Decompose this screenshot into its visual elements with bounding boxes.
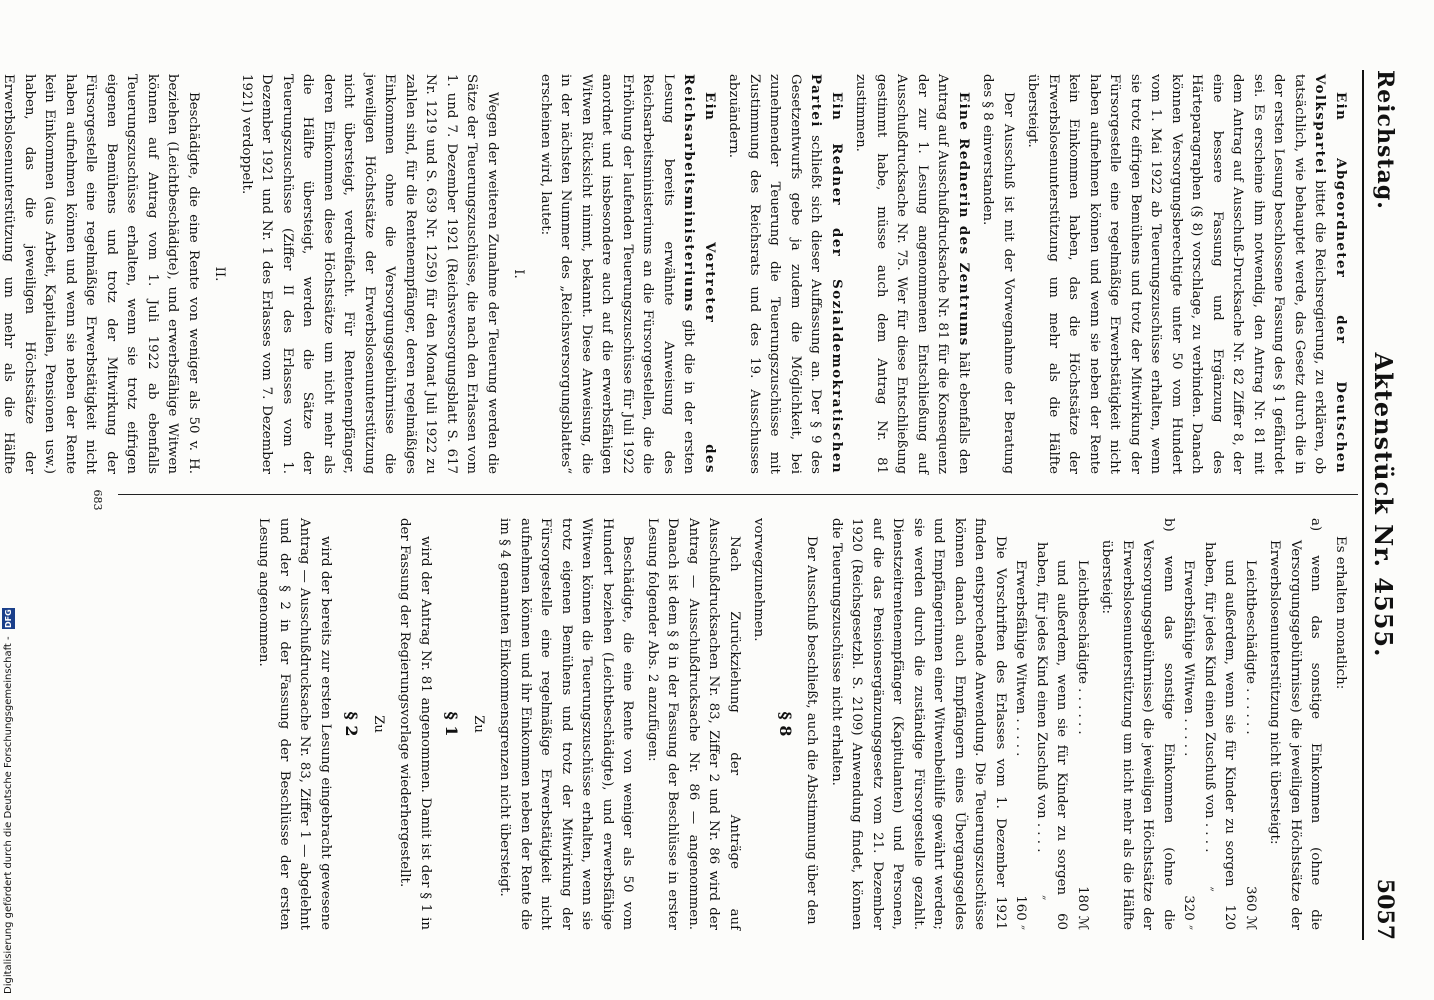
rate-value: 120 ״: [1202, 886, 1238, 930]
rate-label: Leichtbeschädigte . . . . . .: [1243, 560, 1258, 735]
roman-heading-1: I.: [511, 269, 527, 279]
page-header: [1370, 70, 1398, 940]
paragraph-section-2: Beschädigte, die eine Rente von weniger als 50 v. H. beziehen (Leichtbeschädigte), und erwerbsfähige Witwen können auf Antrag vom 1. Juli 1922 ab ebenfalls Teuerungszuschüsse erhalten, wenn sie trotz eifrigen eigenen Bemühens und trotz der Mitwirkung der Fürsorgestelle eine regelmäßige Erwerbstätigkeit nicht haben aufnehmen können und wenn sie neben der Rente kein Einkommen (aus Arbeit, Kapitalien, Pensionen usw.) haben, das die jeweiligen Höchstsätze der Erwerbslosenunterstützung um mehr als die Hälfte: [1, 74, 201, 474]
paragraph-dvp: [1022, 74, 1350, 474]
paragraph-vorschriften: Die Vorschriften des Erlasses vom 1. Dezember 1921 finden entsprechende Anwendung. Die Teuerungszuschüsse können danach auch Empfängern eines Übergangsgeldes und Empfängerinnen einer Witwenbeihilfe gewährt werden; sie werden durch die zuständige Fürsorgestelle gezahlt. Dienstzeitrentenempfänger (Kapitulanten) und Personen, auf die das Pensionsergänzungsgesetz vom 21. Dezember 1920 (Reichsgesetzbl. S. 2109) Anwendung findet, können die Teuerungszuschüsse nicht erhalten.: [829, 518, 1008, 930]
item-b: [1096, 518, 1178, 930]
rate-value: 60 ״: [1034, 895, 1070, 930]
item-a-label: a): [1308, 518, 1324, 532]
rate-row: [1178, 518, 1199, 930]
left-column: [0, 74, 1350, 474]
rate-row: [1010, 518, 1031, 930]
intro-line: Es erhalten monatlich:: [1333, 536, 1348, 690]
speaker-spd: Ein Redner der Sozialdemokratischen Partei: [808, 74, 844, 474]
rate-value: 160 ״: [1013, 895, 1029, 930]
digitization-credit: [2, 604, 16, 994]
rate-value: 180 ℳ: [1075, 886, 1090, 930]
rate-row: [1240, 518, 1261, 930]
column-divider: [118, 494, 1358, 495]
header-rule: [1362, 70, 1364, 940]
header-section-title: Reichstag.: [1372, 70, 1398, 210]
paragraph-section-1: Wegen der weiteren Zunahme der Teuerung werden die Sätze der Teuerungszuschüsse, die nach den Erlassen vom 1. und 7. Dezember 1921 (Reichsversorgungsblatt S. 617 Nr. 1219 und S. 639 Nr. 1259) für den Monat Juli 1922 zu zahlen sind, für die Rentenempfänger, deren regelmäßiges Einkommen ohne die Versorgungsgebührnisse die jeweiligen Höchstsätze der Erwerbslosenunterstützung nicht übersteigt, verdreifacht. Für Rentenempfänger, deren Einkommen diese Höchstsätze um nicht mehr als die Hälfte übersteigt, werden die Sätze der Teuerungszuschüsse (Ziffer II des Erlasses vom 1. Dezember 1921 und Nr. 1 des Erlasses vom 7. Dezember 1921) verdoppelt.: [239, 74, 500, 474]
rate-label: Erwerbsfähige Witwen . . . . .: [1013, 560, 1029, 757]
speaker-dvp: Ein Abgeordneter der Deutschen Volkspartei: [1312, 74, 1348, 474]
paragraph-spd: [723, 74, 846, 474]
item-a: [1264, 518, 1326, 930]
paragraph-beschliesst: Der Ausschuß beschließt, auch die Abstimmung über den: [804, 536, 820, 925]
dfg-logo: DFG: [4, 609, 13, 629]
header-page-number: 5057: [1372, 878, 1398, 940]
section-heading-1: § 1: [442, 711, 462, 737]
paragraph-sec1: wird der Antrag Nr. 81 angenommen. Damit ist der § 1 in der Fassung der Regierungsvorlage wiederhergestellt.: [397, 518, 433, 930]
paragraph-ministry: [535, 74, 720, 474]
rate-row: [1072, 518, 1093, 930]
zu-label-2: Zu: [371, 715, 386, 733]
paragraph-text: hält ebenfalls den Antrag auf Ausschußdrucksache Nr. 81 für die Konsequenz der zur 1. Lesung angenommenen Entschließung auf Ausschußdrucksache Nr. 75. Wer für diese Entschließung gestimmt habe, müsse auch dem Antrag Nr. 81 zustimmen.: [853, 74, 971, 474]
credit-text: Digitalisierung gefördert durch die Deutsche Forschungsgemeinschaft -: [3, 636, 14, 994]
right-column: [249, 518, 1350, 930]
rate-row: [1199, 518, 1240, 930]
speaker-ministry: Ein Vertreter des Reichsarbeitsministeriums: [681, 74, 717, 474]
paragraph-zentrum: [850, 74, 973, 474]
roman-heading-2: II.: [212, 266, 228, 282]
paragraph-sec2: wird der bereits zur ersten Lesung eingebracht gewesene Antrag — Ausschußdrucksache Nr. 83, Ziffer 1 — abgelehnt und der § 2 in der Fassung der Beschlüsse der ersten Lesung angenommen.: [256, 518, 333, 930]
header-document-number: Aktenstück Nr. 4555.: [1369, 352, 1398, 658]
rate-label: Erwerbsfähige Witwen . . . . .: [1181, 560, 1197, 757]
zu-label-1: Zu: [471, 715, 486, 733]
paragraph-text: schließt sich dieser Auffassung an. Der § 9 des Gesetzentwurfs gebe ja zudem die Möglichkeit, bei zunehmender Teuerung die Teuerungszuschüsse mit Zustimmung des Reichsrats und des 19. Ausschusses abzuändern.: [726, 74, 824, 475]
section-heading-8: § 8: [776, 711, 795, 737]
rate-value: 360 ℳ: [1243, 886, 1258, 930]
item-b-text: wenn das sonstige Einkommen (ohne die Versorgungsgebührnisse) die jeweiligen Höchstsätze der Erwerbslosenunterstützung um nicht mehr als die Hälfte übersteigt:: [1099, 540, 1176, 930]
bottom-page-number: 683: [91, 489, 104, 511]
rate-value: 320 ״: [1181, 895, 1197, 930]
item-a-text: wenn das sonstige Einkommen (ohne die Versorgungsgebührnisse) die jeweiligen Höchstsätze der Erwerbslosenunterstützung nicht übersteigt:: [1267, 540, 1324, 930]
speaker-zentrum: Eine Rednerin des Zentrums: [956, 92, 971, 347]
rate-label: und außerdem, wenn sie für Kinder zu sorgen haben, für jedes Kind einen Zuschuß von . . . .: [1202, 542, 1238, 887]
paragraph-agreement: Der Ausschuß ist mit der Vorwegnahme der Beratung des § 8 einverstanden.: [980, 74, 1016, 474]
paragraph-nach: Nach Zurückziehung der Anträge auf Ausschußdrucksachen Nr. 83, Ziffer 2 und Nr. 86 wird der Antrag — Ausschußdrucksache Nr. 86 — angenommen. Danach ist dem § 8 in der Fassung der Beschlüsse in erster Lesung folgender Abs. 2 anzufügen:: [645, 518, 742, 930]
section-heading-2: § 2: [342, 711, 362, 737]
paragraph-text: gibt die in der ersten Lesung bereits erwähnte Anweisung des Reichsarbeitsministeriums an die Fürsorgestellen, die die Erhöhung der laufenden Teuerungszuschüsse für Juli 1922 anordnet und insbesondere auch auf die erwerbsfähigen Witwen Rücksicht nimmt, bekannt. Diese Anweisung, die in der nächsten Nummer des „Reichsversorgungsblattes“ erscheinen wird, lautet:: [538, 74, 697, 474]
rate-label: und außerdem, wenn sie für Kinder zu sorgen haben, für jedes Kind einen Zuschuß von . . . .: [1034, 542, 1070, 896]
item-b-label: b): [1161, 518, 1176, 532]
rate-label: Leichtbeschädigte . . . . . .: [1075, 560, 1090, 735]
paragraph-quote: Beschädigte, die eine Rente von weniger als 50 vom Hundert beziehen (Leichtbeschädigte), und erwerbsfähige Witwen können die Teuerungszuschüsse erhalten, wenn sie trotz eigenen Bemühens und trotz der Mitwirkung der Fürsorgestelle eine regelmäßige Erwerbstätigkeit nicht aufnehmen können und ihr Einkommen neben der Rente die im § 4 genannten Einkommensgrenzen nicht übersteigt.: [497, 518, 636, 930]
paragraph-vorweg: vorwegzunehmen.: [751, 518, 767, 642]
rate-row: [1031, 518, 1072, 930]
paragraph-text: bittet die Reichsregierung, zu erklären, ob tatsächlich, wie behauptet werde, das Gesetz durch die in der ersten Lesung beschlossene Fassung des § 1 gefährdet sei. Es erscheine ihm notwendig, den Antrag Nr. 81 mit dem Antrag auf Ausschuß-Drucksache Nr. 82 Ziffer 8, der eine bessere Fassung und Ergänzung des Härteparagraphen (§ 8) vorschlage, zu verbinden. Danach können Versorgungsberechtigte unter 50 vom Hundert vom 1. Mai 1922 ab Teuerungszuschüsse erhalten, wenn sie trotz eifrigen Bemühens und trotz der Mitwirkung der Fürsorgestelle eine regelmäßige Erwerbstätigkeit nicht haben aufnehmen können und wenn sie neben der Rente kein Einkommen haben, das die Höchstsätze der Erwerbslosenunterstützung um mehr als die Hälfte übersteigt.: [1025, 74, 1328, 475]
